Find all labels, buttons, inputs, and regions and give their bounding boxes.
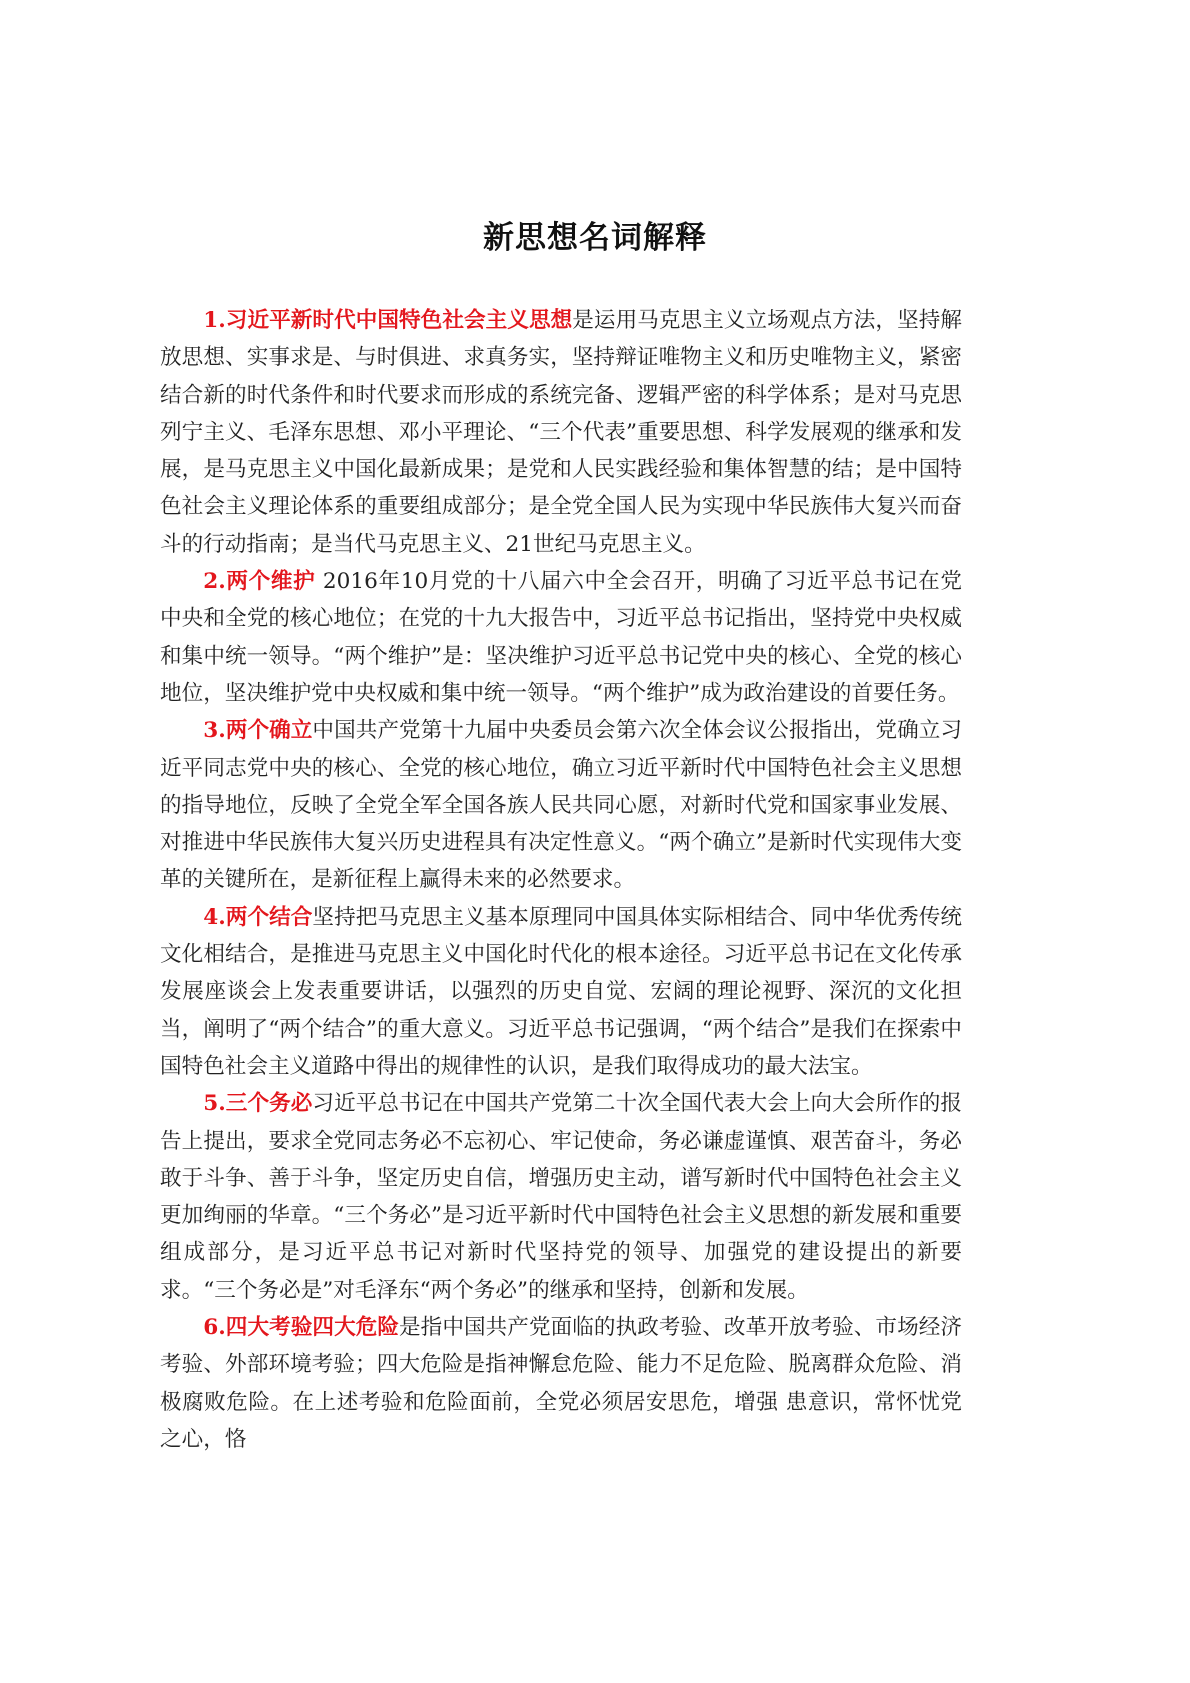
entry-text: 习近平总书记在中国共产党第二十次全国代表大会上向大会所作的报告上提出，要求全党同志务必不忘初心、牢记使命，务必谦虚谨慎、艰苦奋斗，务必敢于斗争、善于斗争，坚定历史自信，增强历史主动，谱写新时代中国特色社会主义更加绚丽的华章。“三个务必”是习近平新时代中国特色社会主义思想的新发展和重要组成部分，是习近平总书记对新时代坚持党的领导、加强党的建设提出的新要求。“三个务必是”对毛泽东“两个务必”的继承和坚持，创新和发展。 <box>160 1091 962 1303</box>
entry-6 <box>160 1309 962 1458</box>
entry-text: 是运用马克思主义立场观点方法，坚持解放思想、实事求是、与时俱进、求真务实，坚持辩证唯物主义和历史唯物主义，紧密结合新的时代条件和时代要求而形成的系统完备、逻辑严密的科学体系；是对马克思列宁主义、毛泽东思想、邓小平理论、“三个代表”重要思想、科学发展观的继承和发展，是马克思主义中国化最新成果；是党和人民实践经验和集体智慧的结；是中国特色社会主义理论体系的重要组成部分；是全党全国人民为实现中华民族伟大复兴而奋斗的行动指南；是当代马克思主义、21世纪马克思主义。 <box>160 308 962 557</box>
entry-text: 2016年10月党的十八届六中全会召开，明确了习近平总书记在党中央和全党的核心地位；在党的十九大报告中，习近平总书记指出，坚持党中央权威和集中统一领导。“两个维护”是：坚决维护习近平总书记党中央的核心、全党的核心地位，坚决维护党中央权威和集中统一领导。“两个维护”成为政治建设的首要任务。 <box>160 569 962 706</box>
document-title: 新思想名词解释 <box>483 220 707 256</box>
entry-2 <box>160 563 962 712</box>
entry-term: 3.两个确立 <box>203 718 313 744</box>
entry-term: 6.四大考验四大危险 <box>203 1315 400 1341</box>
entry-1 <box>160 302 962 563</box>
document-body <box>160 302 962 1458</box>
entry-text: 是指中国共产党面临的执政考验、改革开放考验、市场经济考验、外部环境考验；四大危险是指神懈怠危险、能力不足危险、脱离群众危险、消极腐败危险。在上述考验和危险面前，全党必须居安思危，增强 患意识，常怀忧党之心，恪 <box>160 1315 962 1452</box>
entry-3 <box>160 712 962 898</box>
entry-4 <box>160 899 962 1085</box>
entry-term: 5.三个务必 <box>203 1091 313 1117</box>
entry-term: 4.两个结合 <box>203 904 313 930</box>
entry-text: 坚持把马克思主义基本原理同中国具体实际相结合、同中华优秀传统文化相结合，是推进马克思主义中国化时代化的根本途径。习近平总书记在文化传承发展座谈会上发表重要讲话，以强烈的历史自觉、宏阔的理论视野、深沉的文化担当，阐明了“两个结合”的重大意义。习近平总书记强调，“两个结合”是我们在探索中国特色社会主义道路中得出的规律性的认识，是我们取得成功的最大法宝。 <box>160 904 962 1079</box>
entry-5 <box>160 1085 962 1309</box>
entry-term: 1.习近平新时代中国特色社会主义思想 <box>203 308 573 333</box>
entry-term: 2.两个维护 <box>203 569 316 595</box>
entry-text: 中国共产党第十九届中央委员会第六次全体会议公报指出，党确立习近平同志党中央的核心、全党的核心地位，确立习近平新时代中国特色社会主义思想的指导地位，反映了全党全军全国各族人民共同心愿，对新时代党和国家事业发展、对推进中华民族伟大复兴历史进程具有决定性意义。“两个确立”是新时代实现伟大变革的关键所在，是新征程上赢得未来的必然要求。 <box>160 718 962 893</box>
